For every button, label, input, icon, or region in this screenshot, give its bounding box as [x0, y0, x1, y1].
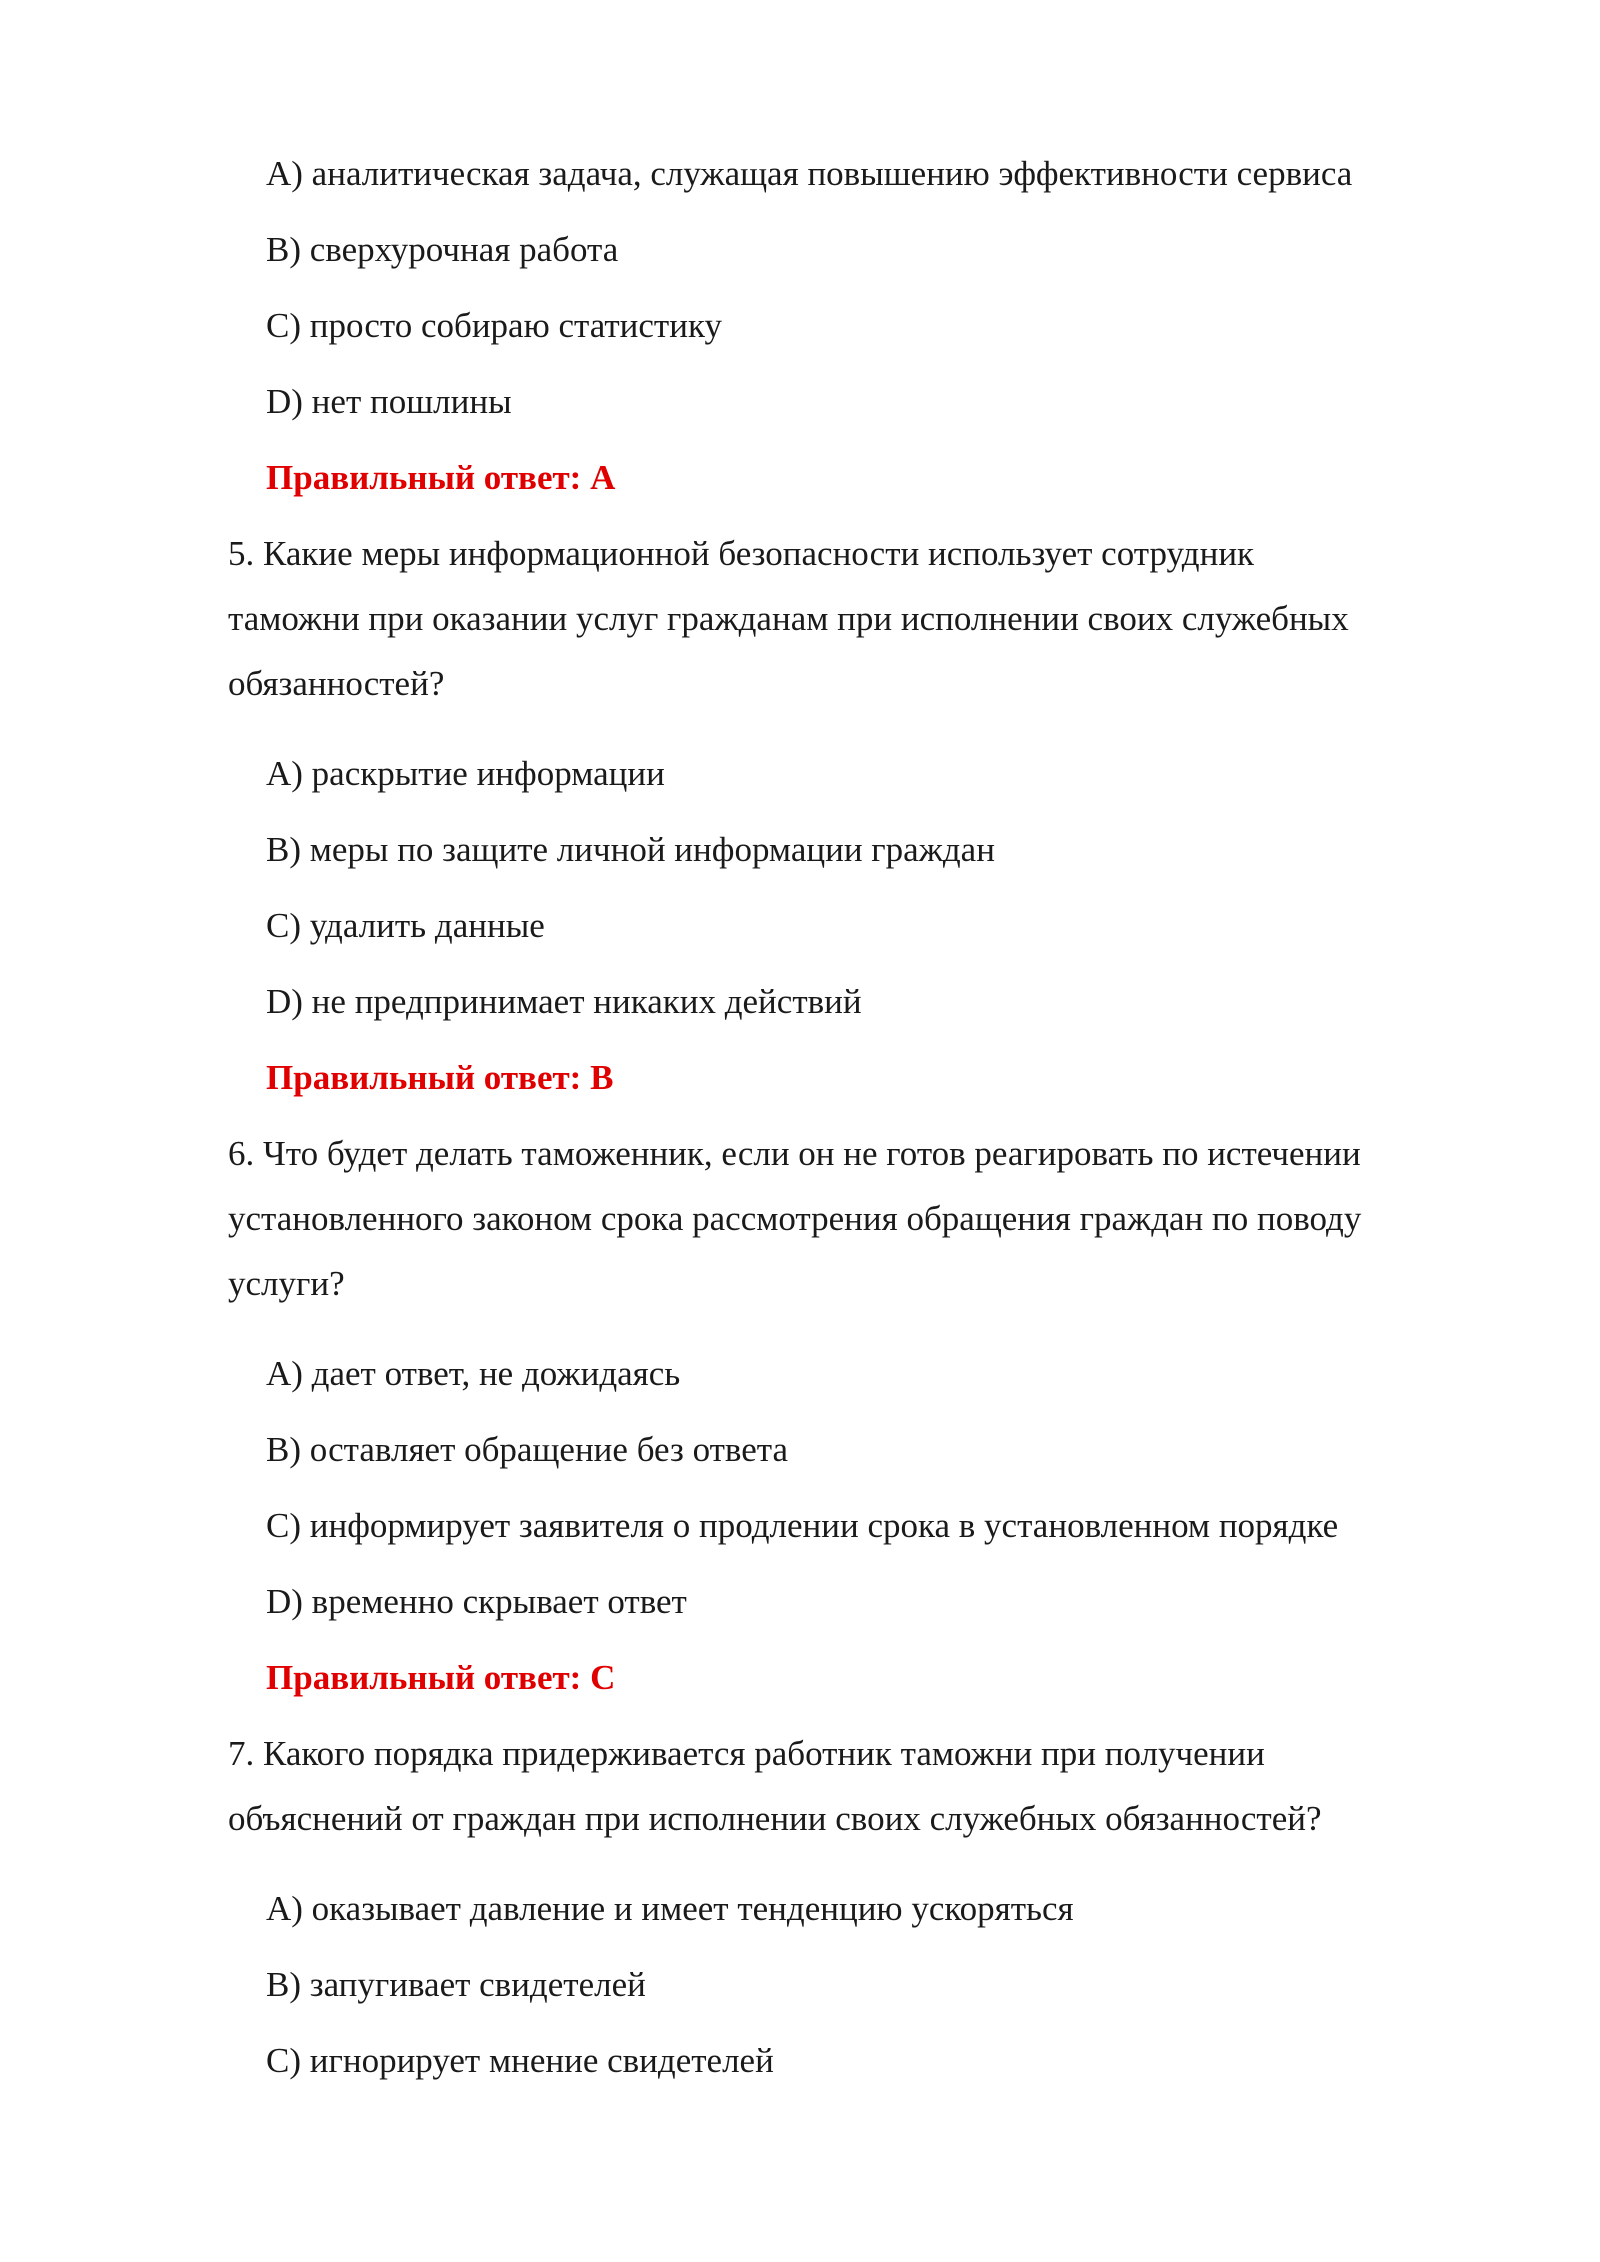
- q5-option-b: B) меры по защите личной информации граждан: [266, 830, 995, 869]
- q5-correct-answer: Правильный ответ: B: [266, 1058, 614, 1097]
- question-7-line-1: 7. Какого порядка придерживается работник таможни при получении: [228, 1734, 1265, 1773]
- q6-option-b: B) оставляет обращение без ответа: [266, 1430, 789, 1469]
- option-b: B) сверхурочная работа: [266, 230, 619, 269]
- option-c: C) просто собираю статистику: [266, 306, 722, 345]
- q5-option-c: C) удалить данные: [266, 906, 545, 945]
- q6-correct-answer: Правильный ответ: C: [266, 1658, 616, 1697]
- q5-option-a: A) раскрытие информации: [266, 754, 665, 793]
- correct-answer: Правильный ответ: A: [266, 458, 616, 497]
- option-d: D) нет пошлины: [266, 382, 512, 421]
- question-6-line-1: 6. Что будет делать таможенник, если он не готов реагировать по истечении: [228, 1134, 1361, 1173]
- q7-option-a: A) оказывает давление и имеет тенденцию ускоряться: [266, 1889, 1074, 1928]
- question-6-line-3: услуги?: [228, 1264, 345, 1303]
- q7-option-c: C) игнорирует мнение свидетелей: [266, 2041, 774, 2080]
- q6-option-c: C) информирует заявителя о продлении срока в установленном порядке: [266, 1506, 1339, 1545]
- question-5-line-2: таможни при оказании услуг гражданам при исполнении своих служебных: [228, 599, 1349, 638]
- question-5-line-1: 5. Какие меры информационной безопасности использует сотрудник: [228, 534, 1255, 573]
- q6-option-d: D) временно скрывает ответ: [266, 1582, 687, 1621]
- question-6-line-2: установленного законом срока рассмотрения обращения граждан по поводу: [228, 1199, 1362, 1238]
- q7-option-b: B) запугивает свидетелей: [266, 1965, 646, 2004]
- option-a: A) аналитическая задача, служащая повышению эффективности сервиса: [266, 154, 1353, 193]
- question-7-line-2: объяснений от граждан при исполнении своих служебных обязанностей?: [228, 1799, 1322, 1838]
- q6-option-a: A) дает ответ, не дожидаясь: [266, 1354, 681, 1393]
- question-5-line-3: обязанностей?: [228, 664, 445, 703]
- q5-option-d: D) не предпринимает никаких действий: [266, 982, 862, 1021]
